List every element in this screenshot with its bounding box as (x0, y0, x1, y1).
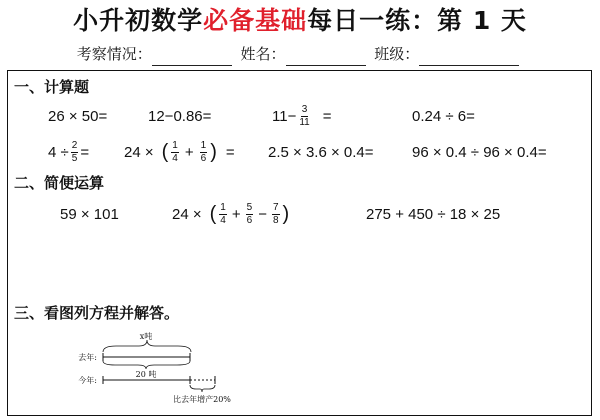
name-label: 姓名： (240, 45, 286, 63)
section-1-heading: 一、计算题 (14, 78, 90, 96)
problem-1-3-pre: 11− (272, 107, 297, 125)
last-year-label: 去年: (78, 353, 97, 362)
problem-1-6-equals: = (225, 143, 235, 161)
title-part-3: 每日一练：第 1 天 (307, 6, 527, 35)
numerator: 1 (220, 201, 226, 213)
fraction (246, 203, 254, 226)
problem-1-4: 0.24 ÷ 6= (412, 107, 475, 125)
name-blank[interactable] (286, 47, 366, 66)
denominator: 8 (272, 214, 279, 226)
problem-1-3 (272, 102, 332, 130)
denominator: 4 (172, 152, 178, 164)
denominator: 6 (200, 152, 207, 164)
fraction (200, 141, 208, 164)
problem-1-2: 12−0.86= (148, 107, 212, 125)
numerator: 1 (172, 139, 178, 151)
problem-2-2-pre: 24 × (172, 205, 202, 223)
numerator: 7 (272, 201, 279, 213)
left-paren: ( (209, 203, 217, 225)
problem-1-5-equals: = (80, 143, 90, 161)
section-2-heading: 二、简便运算 (14, 174, 105, 192)
denominator: 6 (246, 214, 253, 226)
problem-1-6 (124, 138, 235, 166)
problem-1-6-pre: 24 × (124, 143, 154, 161)
problem-1-7: 2.5 × 3.6 × 0.4= (268, 143, 374, 161)
assess-label: 考察情况： (76, 45, 152, 63)
assess-blank[interactable] (152, 47, 232, 66)
fraction (219, 203, 227, 226)
fraction (298, 105, 310, 128)
right-paren: ) (210, 141, 217, 163)
problem-2-2 (172, 200, 290, 228)
worksheet-title (0, 4, 600, 38)
fraction (272, 203, 280, 226)
title-part-1: 小升初数学 (73, 6, 204, 35)
problem-1-5-pre: 4 ÷ (48, 143, 69, 161)
left-paren: ( (161, 141, 169, 163)
problem-2-3: 275 + 450 ÷ 18 × 25 (366, 205, 501, 223)
class-blank[interactable] (419, 47, 519, 66)
section-3-heading: 三、看图列方程并解答。 (14, 304, 180, 322)
problem-1-8: 96 × 0.4 ÷ 96 × 0.4= (412, 143, 547, 161)
denominator: 4 (220, 214, 226, 226)
numerator: 3 (301, 103, 308, 115)
plus-sign: + (231, 205, 241, 223)
last-year-value: 20 吨 (135, 370, 157, 379)
plus-sign: + (184, 143, 194, 161)
fraction (171, 141, 179, 164)
title-highlight: 必备基础 (203, 6, 308, 35)
class-label: 班级： (374, 45, 420, 63)
problem-1-5 (48, 138, 89, 166)
this-year-label: 今年: (78, 376, 97, 385)
increase-note: 比去年增产20% (173, 395, 231, 404)
problem-1-1: 26 × 50= (48, 107, 108, 125)
denominator: 11 (299, 116, 310, 128)
numerator: 2 (71, 139, 78, 151)
problem-2-1: 59 × 101 (60, 205, 119, 223)
problem-1-3-equals: = (322, 107, 332, 125)
numerator: 5 (246, 201, 253, 213)
minus-sign: − (258, 205, 267, 223)
fraction (71, 141, 79, 164)
x-total-label: x吨 (139, 332, 153, 341)
denominator: 5 (71, 152, 78, 164)
student-info-row (0, 42, 600, 66)
right-paren: ) (282, 203, 290, 225)
numerator: 1 (200, 139, 207, 151)
